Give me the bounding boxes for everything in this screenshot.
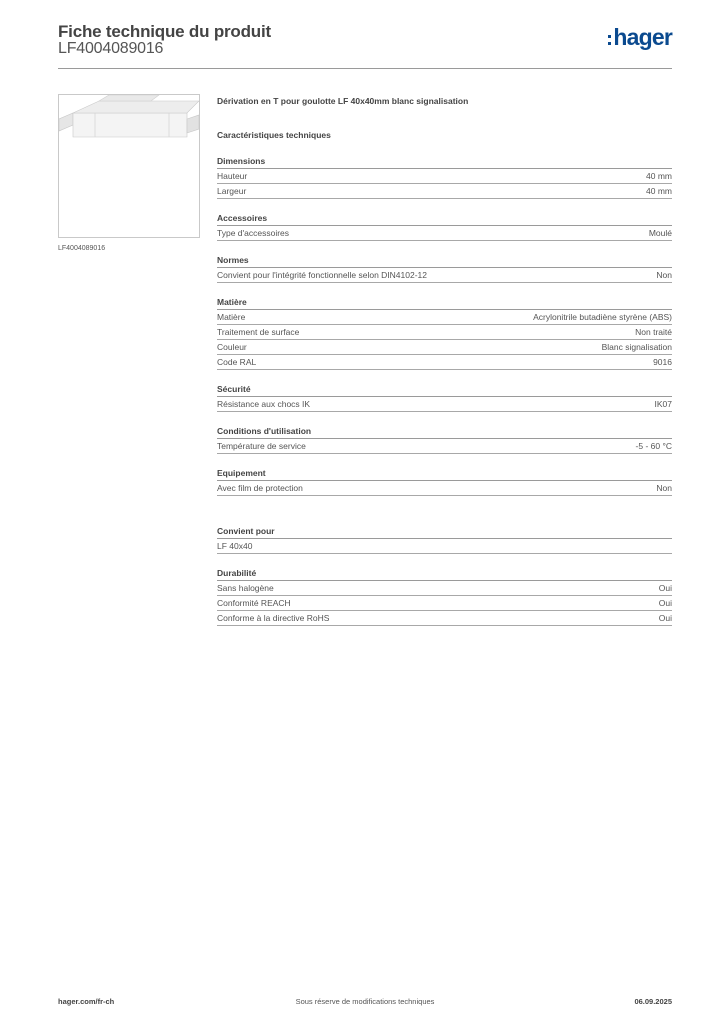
spec-label: Type d'accessoires xyxy=(217,228,290,238)
spec-label: Température de service xyxy=(217,441,306,451)
spec-label: Traitement de surface xyxy=(217,327,300,337)
page-header xyxy=(58,20,672,69)
t-junction-product-icon xyxy=(59,95,199,237)
spec-value: Moulé xyxy=(648,228,672,238)
spec-row xyxy=(217,355,672,370)
section-operating-conditions xyxy=(217,426,672,454)
spec-value: Blanc signalisation xyxy=(601,342,672,352)
spec-value: Non xyxy=(656,270,672,280)
website-link[interactable]: hager.com/fr-ch xyxy=(58,997,115,1006)
spec-row xyxy=(217,539,672,554)
section-suitable-for xyxy=(217,526,672,554)
spec-value: Oui xyxy=(658,583,672,593)
spec-label: Conforme à la directive RoHS xyxy=(217,613,330,623)
spec-row xyxy=(217,439,672,454)
section-safety xyxy=(217,384,672,412)
section-equipment xyxy=(217,468,672,496)
spec-label: Conformité REACH xyxy=(217,598,291,608)
spec-label: Largeur xyxy=(217,186,247,196)
spec-label: Matière xyxy=(217,312,246,322)
spec-row xyxy=(217,169,672,184)
footer-date: 06.09.2025 xyxy=(634,997,672,1006)
product-image xyxy=(58,94,200,238)
section-title: Conditions d'utilisation xyxy=(217,426,672,439)
spec-row xyxy=(217,581,672,596)
spec-row xyxy=(217,340,672,355)
document-title: Fiche technique du produit xyxy=(58,22,271,41)
section-standards xyxy=(217,255,672,283)
spec-value: 9016 xyxy=(653,357,672,367)
spec-row xyxy=(217,596,672,611)
section-title: Sécurité xyxy=(217,384,672,397)
spec-label: Code RAL xyxy=(217,357,257,367)
product-reference: LF4004089016 xyxy=(58,40,164,57)
spec-label: Couleur xyxy=(217,342,247,352)
spec-row xyxy=(217,325,672,340)
section-title: Dimensions xyxy=(217,156,672,169)
spec-row xyxy=(217,397,672,412)
spec-value: 40 mm xyxy=(646,171,672,181)
spec-label: Sans halogène xyxy=(217,583,274,593)
logo-text: hager xyxy=(613,24,672,50)
spec-row xyxy=(217,481,672,496)
spec-value: Acrylonitrile butadiène styrène (ABS) xyxy=(533,312,672,322)
section-title: Durabilité xyxy=(217,568,672,581)
spec-row xyxy=(217,184,672,199)
product-description: Dérivation en T pour goulotte LF 40x40mm blanc signalisation xyxy=(217,96,469,106)
section-title: Convient pour xyxy=(217,526,672,539)
logo-colon-icon xyxy=(608,35,611,45)
section-title: Equipement xyxy=(217,468,672,481)
section-material xyxy=(217,297,672,370)
spec-label: Avec film de protection xyxy=(217,483,303,493)
spec-value: Non traité xyxy=(635,327,672,337)
spec-label: Résistance aux chocs IK xyxy=(217,399,311,409)
product-specs xyxy=(217,96,672,626)
spec-label: LF 40x40 xyxy=(217,541,253,551)
section-title: Normes xyxy=(217,255,672,268)
spec-label: Hauteur xyxy=(217,171,248,181)
spec-row xyxy=(217,310,672,325)
section-title: Accessoires xyxy=(217,213,672,226)
characteristics-title: Caractéristiques techniques xyxy=(217,130,331,140)
section-accessories xyxy=(217,213,672,241)
spec-row xyxy=(217,226,672,241)
spec-row xyxy=(217,268,672,283)
spec-value: 40 mm xyxy=(646,186,672,196)
spec-value: -5 - 60 °C xyxy=(635,441,672,451)
footer-disclaimer: Sous réserve de modifications techniques xyxy=(295,997,435,1006)
section-dimensions xyxy=(217,156,672,199)
spec-value: Oui xyxy=(658,598,672,608)
image-caption: LF4004089016 xyxy=(58,245,106,252)
hager-logo xyxy=(608,26,672,49)
page-footer xyxy=(58,997,672,1011)
section-sustainability xyxy=(217,568,672,626)
section-title: Matière xyxy=(217,297,672,310)
spec-value: Non xyxy=(656,483,672,493)
spec-label: Convient pour l'intégrité fonctionnelle selon DIN4102-12 xyxy=(217,270,428,280)
spec-value: Oui xyxy=(658,613,672,623)
spec-value: IK07 xyxy=(654,399,672,409)
spec-row xyxy=(217,611,672,626)
